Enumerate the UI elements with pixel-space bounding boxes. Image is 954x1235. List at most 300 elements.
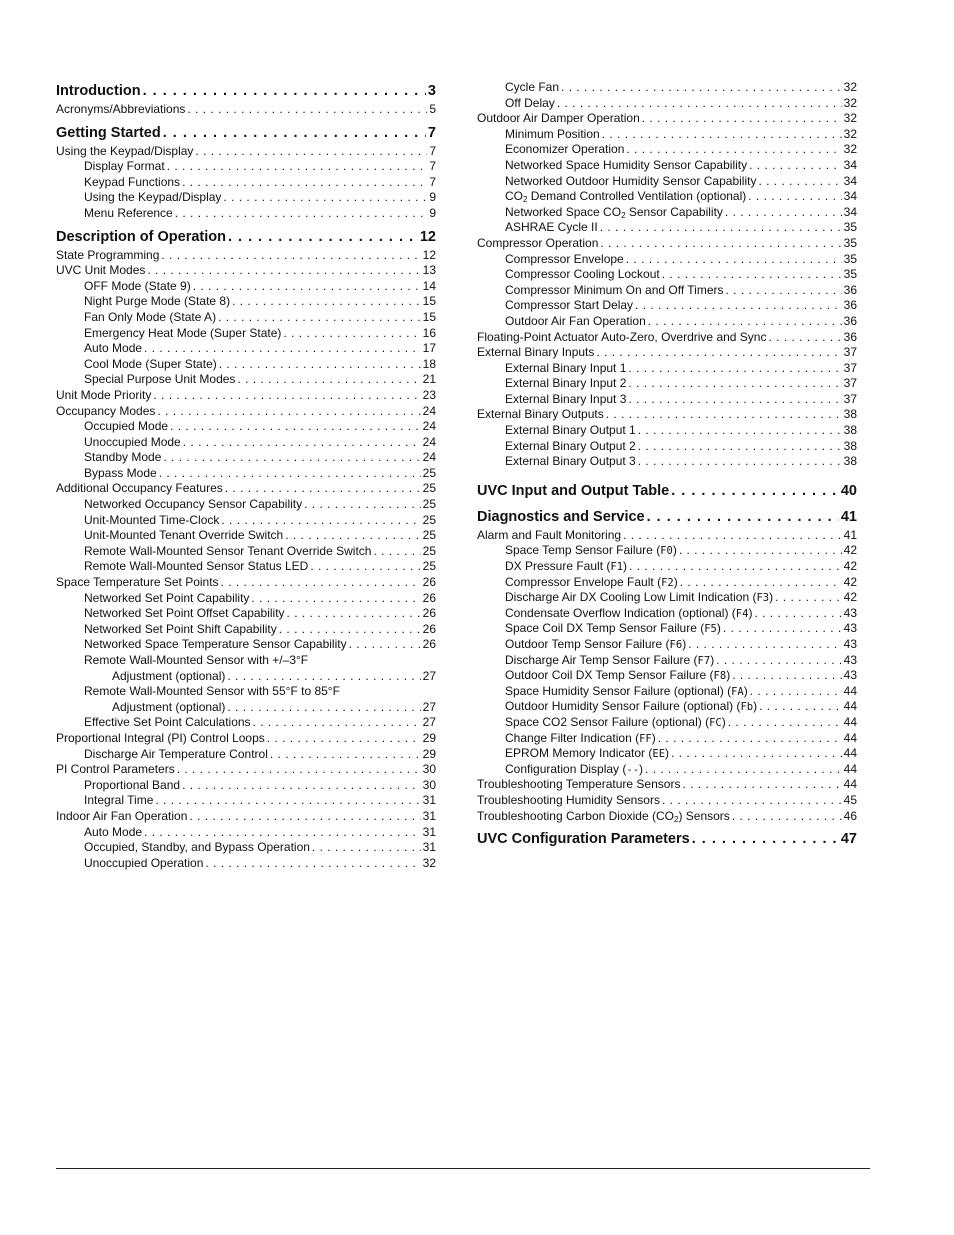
dot-leader <box>177 762 421 778</box>
toc-entry-title: Space CO2 Sensor Failure (optional) (FC) <box>505 714 726 729</box>
toc-entry[interactable] <box>56 559 436 575</box>
toc-page-number: 44 <box>843 730 857 745</box>
toc-entry-title: Display Format <box>84 159 165 174</box>
toc-entry[interactable] <box>477 267 857 283</box>
toc-entry[interactable] <box>56 481 436 497</box>
toc-page-number: 44 <box>843 777 857 792</box>
toc-page-number: 21 <box>422 372 436 387</box>
toc-entry-title: External Binary Output 3 <box>505 454 636 469</box>
toc-entry-title: UVC Input and Output Table <box>477 482 670 499</box>
toc-entry[interactable] <box>56 622 436 638</box>
toc-entry-title: EPROM Memory Indicator (EE) <box>505 746 670 761</box>
dot-leader <box>283 326 420 342</box>
toc-page-number: 43 <box>843 637 857 651</box>
toc-page-number: 24 <box>422 403 436 418</box>
toc-page-number: 42 <box>843 590 857 605</box>
dot-leader <box>606 407 842 423</box>
toc-entry[interactable] <box>477 454 857 470</box>
toc-entry[interactable] <box>477 809 857 825</box>
dot-leader <box>228 226 418 248</box>
toc-page-number: 9 <box>429 190 436 205</box>
toc-entry-title: Networked Space Temperature Sensor Capability <box>84 637 347 652</box>
toc-page-number: 32 <box>843 80 857 94</box>
fault-code: F4 <box>735 607 749 620</box>
toc-entry-title: Using the Keypad/Display <box>56 143 194 158</box>
dot-leader <box>645 762 842 778</box>
toc-entry[interactable] <box>477 220 857 236</box>
toc-page-number: 7 <box>429 143 436 158</box>
toc-section-heading[interactable] <box>56 80 436 102</box>
dot-leader <box>349 637 421 653</box>
toc-entry[interactable] <box>56 263 436 279</box>
dot-leader <box>225 481 421 497</box>
toc-entry[interactable] <box>477 793 857 809</box>
fault-code: FF <box>639 732 652 745</box>
toc-entry[interactable] <box>477 715 857 731</box>
toc-page-number: 35 <box>843 235 857 250</box>
toc-entry[interactable] <box>477 345 857 361</box>
dot-leader <box>638 454 842 470</box>
toc-page-number: 42 <box>843 543 857 558</box>
toc-entry[interactable] <box>56 310 436 326</box>
toc-page-number: 38 <box>843 423 857 438</box>
fault-code: -- <box>626 763 640 776</box>
toc-entry-title: Diagnostics and Service <box>477 508 645 525</box>
toc-entry-title: Outdoor Temp Sensor Failure (F6) <box>505 637 687 651</box>
toc-page-number: 18 <box>422 356 436 371</box>
toc-page-number: 37 <box>843 360 857 375</box>
toc-entry-title: External Binary Input 2 <box>505 376 627 391</box>
toc-page-number: 35 <box>843 267 857 282</box>
toc-entry[interactable] <box>56 575 436 591</box>
dot-leader <box>596 345 841 361</box>
toc-page-number: 32 <box>843 142 857 157</box>
toc-section-heading[interactable] <box>477 506 857 528</box>
toc-entry[interactable] <box>477 762 857 778</box>
fault-code: F3 <box>756 592 770 605</box>
toc-entry[interactable] <box>56 513 436 529</box>
toc-page-number: 31 <box>422 793 436 808</box>
toc-entry[interactable] <box>477 111 857 127</box>
toc-entry-title: Space Coil DX Temp Sensor Failure (F5) <box>505 621 721 636</box>
toc-entry-continuation: Remote Wall-Mounted Sensor with 55°F to 85°F <box>84 684 340 699</box>
toc-page-number: 32 <box>843 126 857 141</box>
toc-page-number: 38 <box>843 438 857 453</box>
toc-entry-title: Proportional Band <box>84 777 181 792</box>
toc-page-number: 38 <box>843 407 857 422</box>
toc-page-number: 26 <box>422 606 436 621</box>
dot-leader <box>187 102 427 118</box>
toc-entry[interactable] <box>477 407 857 423</box>
toc-entry-title: OFF Mode (State 9) <box>84 278 191 293</box>
dot-leader <box>163 450 420 466</box>
dot-leader <box>671 746 842 762</box>
fault-code: EE <box>652 748 666 761</box>
toc-entry-title: Change Filter Indication (FF) <box>505 730 656 745</box>
toc-section-heading[interactable] <box>56 226 436 248</box>
toc-entry[interactable] <box>477 423 857 439</box>
toc-entry-title: Emergency Heat Mode (Super State) <box>84 325 282 340</box>
dot-leader <box>682 777 841 793</box>
toc-entry[interactable] <box>56 778 436 794</box>
toc-entry[interactable] <box>56 175 436 191</box>
dot-leader <box>218 310 421 326</box>
toc-page-number: 43 <box>843 605 857 620</box>
fault-code: F6 <box>669 639 683 651</box>
toc-entry-title: Networked Set Point Offset Capability <box>84 606 285 621</box>
toc-page-number: 27 <box>422 699 436 714</box>
toc-entry-title: Introduction <box>56 83 141 99</box>
footer-rule <box>56 1168 870 1169</box>
toc-entry-title: Night Purge Mode (State 8) <box>84 294 231 309</box>
toc-page-number: 31 <box>422 840 436 855</box>
dot-leader <box>147 263 420 279</box>
toc-entry[interactable] <box>56 404 436 420</box>
toc-page-number: 34 <box>843 204 857 219</box>
toc-entry-title: DX Pressure Fault (F1) <box>505 559 628 574</box>
toc-entry[interactable] <box>477 361 857 377</box>
dot-leader <box>561 80 842 96</box>
toc-entry[interactable] <box>477 590 857 606</box>
toc-entry-title: Condensate Overflow Indication (optional) (F4) <box>505 605 753 620</box>
fault-code: FA <box>731 685 744 698</box>
toc-entry-title: Description of Operation <box>56 228 226 245</box>
toc-entry-title: Keypad Functions <box>84 174 181 189</box>
toc-entry[interactable] <box>56 144 436 160</box>
toc-entry[interactable] <box>56 388 436 404</box>
toc-page-number: 30 <box>422 777 436 792</box>
toc-entry[interactable] <box>477 637 857 653</box>
toc-entry-title: Networked Set Point Capability <box>84 590 250 605</box>
toc-entry[interactable] <box>56 279 436 295</box>
toc-entry-continuation: Remote Wall-Mounted Sensor with +/–3°F <box>84 653 309 667</box>
dot-leader <box>775 590 842 606</box>
dot-leader <box>205 856 420 872</box>
toc-entry-title: Standby Mode <box>84 450 162 465</box>
toc-entry-title: Networked Set Point Shift Capability <box>84 621 277 636</box>
dot-leader <box>373 544 420 560</box>
toc-page-number: 29 <box>422 730 436 745</box>
toc-page-number: 46 <box>843 808 857 823</box>
toc-entry[interactable] <box>56 435 436 451</box>
toc-page-number: 35 <box>843 220 857 235</box>
toc-entry[interactable] <box>56 372 436 388</box>
toc-page-number: 37 <box>843 391 857 406</box>
toc-entry[interactable] <box>56 497 436 513</box>
toc-entry[interactable] <box>477 127 857 143</box>
toc-page-number: 25 <box>422 559 436 574</box>
toc-entry[interactable] <box>477 543 857 559</box>
toc-entry[interactable] <box>56 326 436 342</box>
toc-entry[interactable] <box>477 80 857 96</box>
dot-leader <box>648 314 842 330</box>
toc-entry[interactable] <box>477 668 857 684</box>
toc-entry[interactable] <box>56 856 436 872</box>
toc-entry-title: Unoccupied Mode <box>84 434 181 449</box>
toc-entry-title: Minimum Position <box>505 126 600 141</box>
toc-entry[interactable] <box>56 466 436 482</box>
dot-leader <box>193 279 421 295</box>
toc-entry[interactable] <box>477 439 857 455</box>
toc-entry-title: Remote Wall-Mounted Sensor Status LED <box>84 559 309 574</box>
toc-entry[interactable] <box>477 559 857 575</box>
toc-entry[interactable] <box>56 357 436 373</box>
dot-leader <box>144 825 421 841</box>
dot-leader <box>768 330 841 346</box>
toc-entry-title: Networked Space Humidity Sensor Capability <box>505 157 748 172</box>
dot-leader <box>163 122 426 144</box>
toc-page-number: 44 <box>843 699 857 714</box>
toc-entry-title: Getting Started <box>56 124 161 141</box>
toc-page-number: 27 <box>422 715 436 730</box>
toc-entry[interactable] <box>477 528 857 544</box>
toc-entry[interactable] <box>56 762 436 778</box>
toc-entry[interactable] <box>56 248 436 264</box>
fault-code: F2 <box>661 576 674 589</box>
toc-entry-title: Alarm and Fault Monitoring <box>477 527 622 542</box>
toc-entry[interactable] <box>477 684 857 700</box>
toc-entry[interactable] <box>477 653 857 669</box>
toc-entry[interactable] <box>477 731 857 747</box>
toc-entry-title: Occupied Mode <box>84 419 169 434</box>
toc-page-number: 31 <box>422 808 436 823</box>
toc-page-number: 7 <box>429 174 436 189</box>
toc-page-number: 34 <box>843 173 857 188</box>
dot-leader <box>155 793 420 809</box>
toc-entry[interactable] <box>477 330 857 346</box>
fault-code: FC <box>709 716 722 729</box>
toc-entry-title: External Binary Inputs <box>477 345 595 360</box>
toc-page-number: 26 <box>422 637 436 652</box>
toc-page-number: 42 <box>843 574 857 589</box>
toc-page-number: 27 <box>422 668 436 683</box>
toc-entry-title: External Binary Output 2 <box>505 438 636 453</box>
dot-leader <box>600 220 842 236</box>
toc-entry[interactable] <box>56 159 436 175</box>
toc-entry[interactable] <box>56 190 436 206</box>
toc-page-number: 38 <box>843 454 857 469</box>
toc-page-number: 25 <box>422 481 436 496</box>
toc-entry-title: Discharge Air Temperature Control <box>84 746 268 761</box>
dot-leader <box>723 621 842 637</box>
toc-entry-title: Effective Set Point Calculations <box>84 715 251 730</box>
toc-page-number: 37 <box>843 376 857 391</box>
toc-entry-title: Space Humidity Sensor Failure (optional) (FA) <box>505 683 748 698</box>
toc-entry-title: Off Delay <box>505 95 555 110</box>
toc-entry[interactable] <box>477 298 857 314</box>
toc-page-number: 25 <box>422 512 436 527</box>
dot-leader <box>557 96 842 112</box>
dot-leader <box>189 809 420 825</box>
toc-entry[interactable] <box>56 341 436 357</box>
dot-leader <box>175 206 428 222</box>
dot-leader <box>626 142 841 158</box>
toc-entry-title: $CO_2$ Demand Controlled Ventilation (optional) <box>505 189 747 205</box>
toc-entry[interactable] <box>477 575 857 591</box>
toc-entry[interactable] <box>477 283 857 299</box>
dot-leader <box>219 357 421 373</box>
toc-entry[interactable] <box>477 606 857 622</box>
toc-entry-title: Compressor Cooling Lockout <box>505 267 660 282</box>
toc-entry-title: Adjustment (optional) <box>112 699 226 714</box>
dot-leader <box>732 668 841 684</box>
toc-entry[interactable] <box>56 591 436 607</box>
toc-section-heading[interactable] <box>477 828 857 850</box>
toc-entry-title: Additional Occupancy Features <box>56 481 223 496</box>
toc-entry[interactable] <box>56 793 436 809</box>
toc-entry[interactable] <box>56 700 436 716</box>
dot-leader <box>279 622 421 638</box>
toc-entry-title: Integral Time <box>84 793 154 808</box>
toc-entry[interactable] <box>477 777 857 793</box>
toc-page-number: 44 <box>843 761 857 776</box>
toc-entry[interactable] <box>56 731 436 747</box>
toc-entry-title: Using the Keypad/Display <box>84 190 222 205</box>
toc-entry[interactable] <box>477 252 857 268</box>
toc-entry[interactable] <box>477 189 857 205</box>
toc-page-number: 23 <box>422 387 436 402</box>
dot-leader <box>725 205 842 221</box>
toc-page-number: 37 <box>843 345 857 360</box>
toc-page-number: 45 <box>843 792 857 807</box>
toc-entry-title: Proportional Integral (PI) Control Loops <box>56 730 265 745</box>
toc-entry-title: Outdoor Humidity Sensor Failure (optional) (Fb) <box>505 699 758 714</box>
toc-page-number: 42 <box>843 559 857 574</box>
dot-leader <box>638 423 842 439</box>
toc-page-number: 25 <box>422 465 436 480</box>
toc-page-number: 31 <box>422 824 436 839</box>
dot-leader <box>750 684 842 700</box>
dot-leader <box>285 528 420 544</box>
toc-page-number: 32 <box>843 95 857 110</box>
dot-leader <box>183 435 421 451</box>
toc-entry[interactable] <box>477 699 857 715</box>
toc-entry[interactable] <box>477 236 857 252</box>
toc-entry[interactable] <box>56 206 436 222</box>
dot-leader <box>732 809 842 825</box>
toc-entry[interactable] <box>56 528 436 544</box>
toc-page-number: 3 <box>427 83 436 99</box>
toc-page-number: 41 <box>840 508 857 525</box>
dot-leader <box>628 361 841 377</box>
toc-entry[interactable] <box>477 746 857 762</box>
toc-entry-title: Compressor Envelope <box>505 251 624 266</box>
toc-entry-title: Compressor Operation <box>477 235 599 250</box>
toc-entry[interactable] <box>56 419 436 435</box>
dot-leader <box>153 388 420 404</box>
toc-entry-title: Discharge Air Temp Sensor Failure (F7) <box>505 652 715 667</box>
dot-leader <box>310 559 420 575</box>
toc-entry[interactable] <box>56 606 436 622</box>
dot-leader <box>692 828 839 850</box>
dot-leader <box>312 840 421 856</box>
toc-page-number: 34 <box>843 157 857 172</box>
toc-section-heading[interactable] <box>56 122 436 144</box>
toc-entry[interactable] <box>56 294 436 310</box>
toc-entry-title: Troubleshooting Temperature Sensors <box>477 777 681 792</box>
toc-page-number: 25 <box>422 497 436 512</box>
toc-page-number: 24 <box>422 450 436 465</box>
toc-entry-title: Unit-Mounted Tenant Override Switch <box>84 528 284 543</box>
toc-entry-title: Cycle Fan <box>505 80 560 94</box>
dot-leader <box>629 559 842 575</box>
toc-entry[interactable] <box>56 102 436 118</box>
toc-entry-title: Troubleshooting Carbon Dioxide $(CO_2)$ Sensors <box>477 808 730 824</box>
dot-leader <box>662 267 842 283</box>
dot-leader <box>270 747 421 763</box>
toc-entry-title: Acronyms/Abbreviations <box>56 102 186 116</box>
dot-leader <box>759 699 842 715</box>
dot-leader <box>638 439 842 455</box>
toc-entry-title: Cool Mode (Super State) <box>84 356 217 371</box>
toc-page-number: 16 <box>422 325 436 340</box>
toc-entry[interactable] <box>477 205 857 221</box>
toc-entry-title: Floating-Point Actuator Auto-Zero, Overdrive and Sync <box>477 329 767 344</box>
toc-page-number: 14 <box>422 278 436 293</box>
toc-entry[interactable] <box>477 96 857 112</box>
toc-page-number: 17 <box>422 341 436 356</box>
toc-entry[interactable] <box>56 825 436 841</box>
toc-entry-title: Configuration Display (--) <box>505 761 644 776</box>
toc-entry[interactable] <box>477 174 857 190</box>
toc-entry[interactable] <box>477 142 857 158</box>
toc-entry-title: Networked Space $CO_2$ Sensor Capability <box>505 204 723 220</box>
toc-entry[interactable] <box>56 715 436 731</box>
toc-page-number: 43 <box>843 652 857 667</box>
toc-entry-title: Unoccupied Operation <box>84 855 204 870</box>
toc-entry-title: ASHRAE Cycle II <box>505 220 598 235</box>
toc-entry[interactable] <box>477 314 857 330</box>
toc-page-number: 36 <box>843 282 857 297</box>
toc-page-number: 32 <box>422 855 436 870</box>
toc-section-heading[interactable] <box>477 480 857 502</box>
toc-left-column <box>56 80 436 871</box>
toc-entry[interactable] <box>56 637 436 653</box>
dot-leader <box>159 466 421 482</box>
toc-entry[interactable] <box>477 158 857 174</box>
toc-page-number: 36 <box>843 329 857 344</box>
toc-entry[interactable] <box>56 747 436 763</box>
dot-leader <box>647 506 839 528</box>
toc-page-number: 12 <box>419 228 436 245</box>
dot-leader <box>626 252 842 268</box>
dot-leader <box>679 543 842 559</box>
dot-leader <box>671 480 839 502</box>
toc-entry-title: Compressor Minimum On and Off Timers <box>505 282 724 297</box>
toc-entry[interactable] <box>477 621 857 637</box>
dot-leader <box>253 715 421 731</box>
toc-page-number: 35 <box>843 251 857 266</box>
toc-entry[interactable] <box>56 809 436 825</box>
toc-page-number: 15 <box>422 294 436 309</box>
fault-code: F0 <box>660 545 673 558</box>
toc-entry[interactable] <box>56 544 436 560</box>
toc-entry-title: Bypass Mode <box>84 465 157 480</box>
dot-leader <box>716 653 841 669</box>
dot-leader <box>144 341 421 357</box>
toc-entry[interactable] <box>477 376 857 392</box>
toc-entry-title: Outdoor Coil DX Temp Sensor Failure (F8) <box>505 668 731 683</box>
dot-leader <box>726 283 842 299</box>
toc-entry[interactable] <box>56 840 436 856</box>
dot-leader <box>635 298 842 314</box>
toc-entry[interactable] <box>56 669 436 685</box>
dot-leader <box>227 669 420 685</box>
toc-page-number: 26 <box>422 621 436 636</box>
toc-entry[interactable] <box>477 392 857 408</box>
dot-leader <box>287 606 421 622</box>
toc-entry[interactable] <box>56 450 436 466</box>
